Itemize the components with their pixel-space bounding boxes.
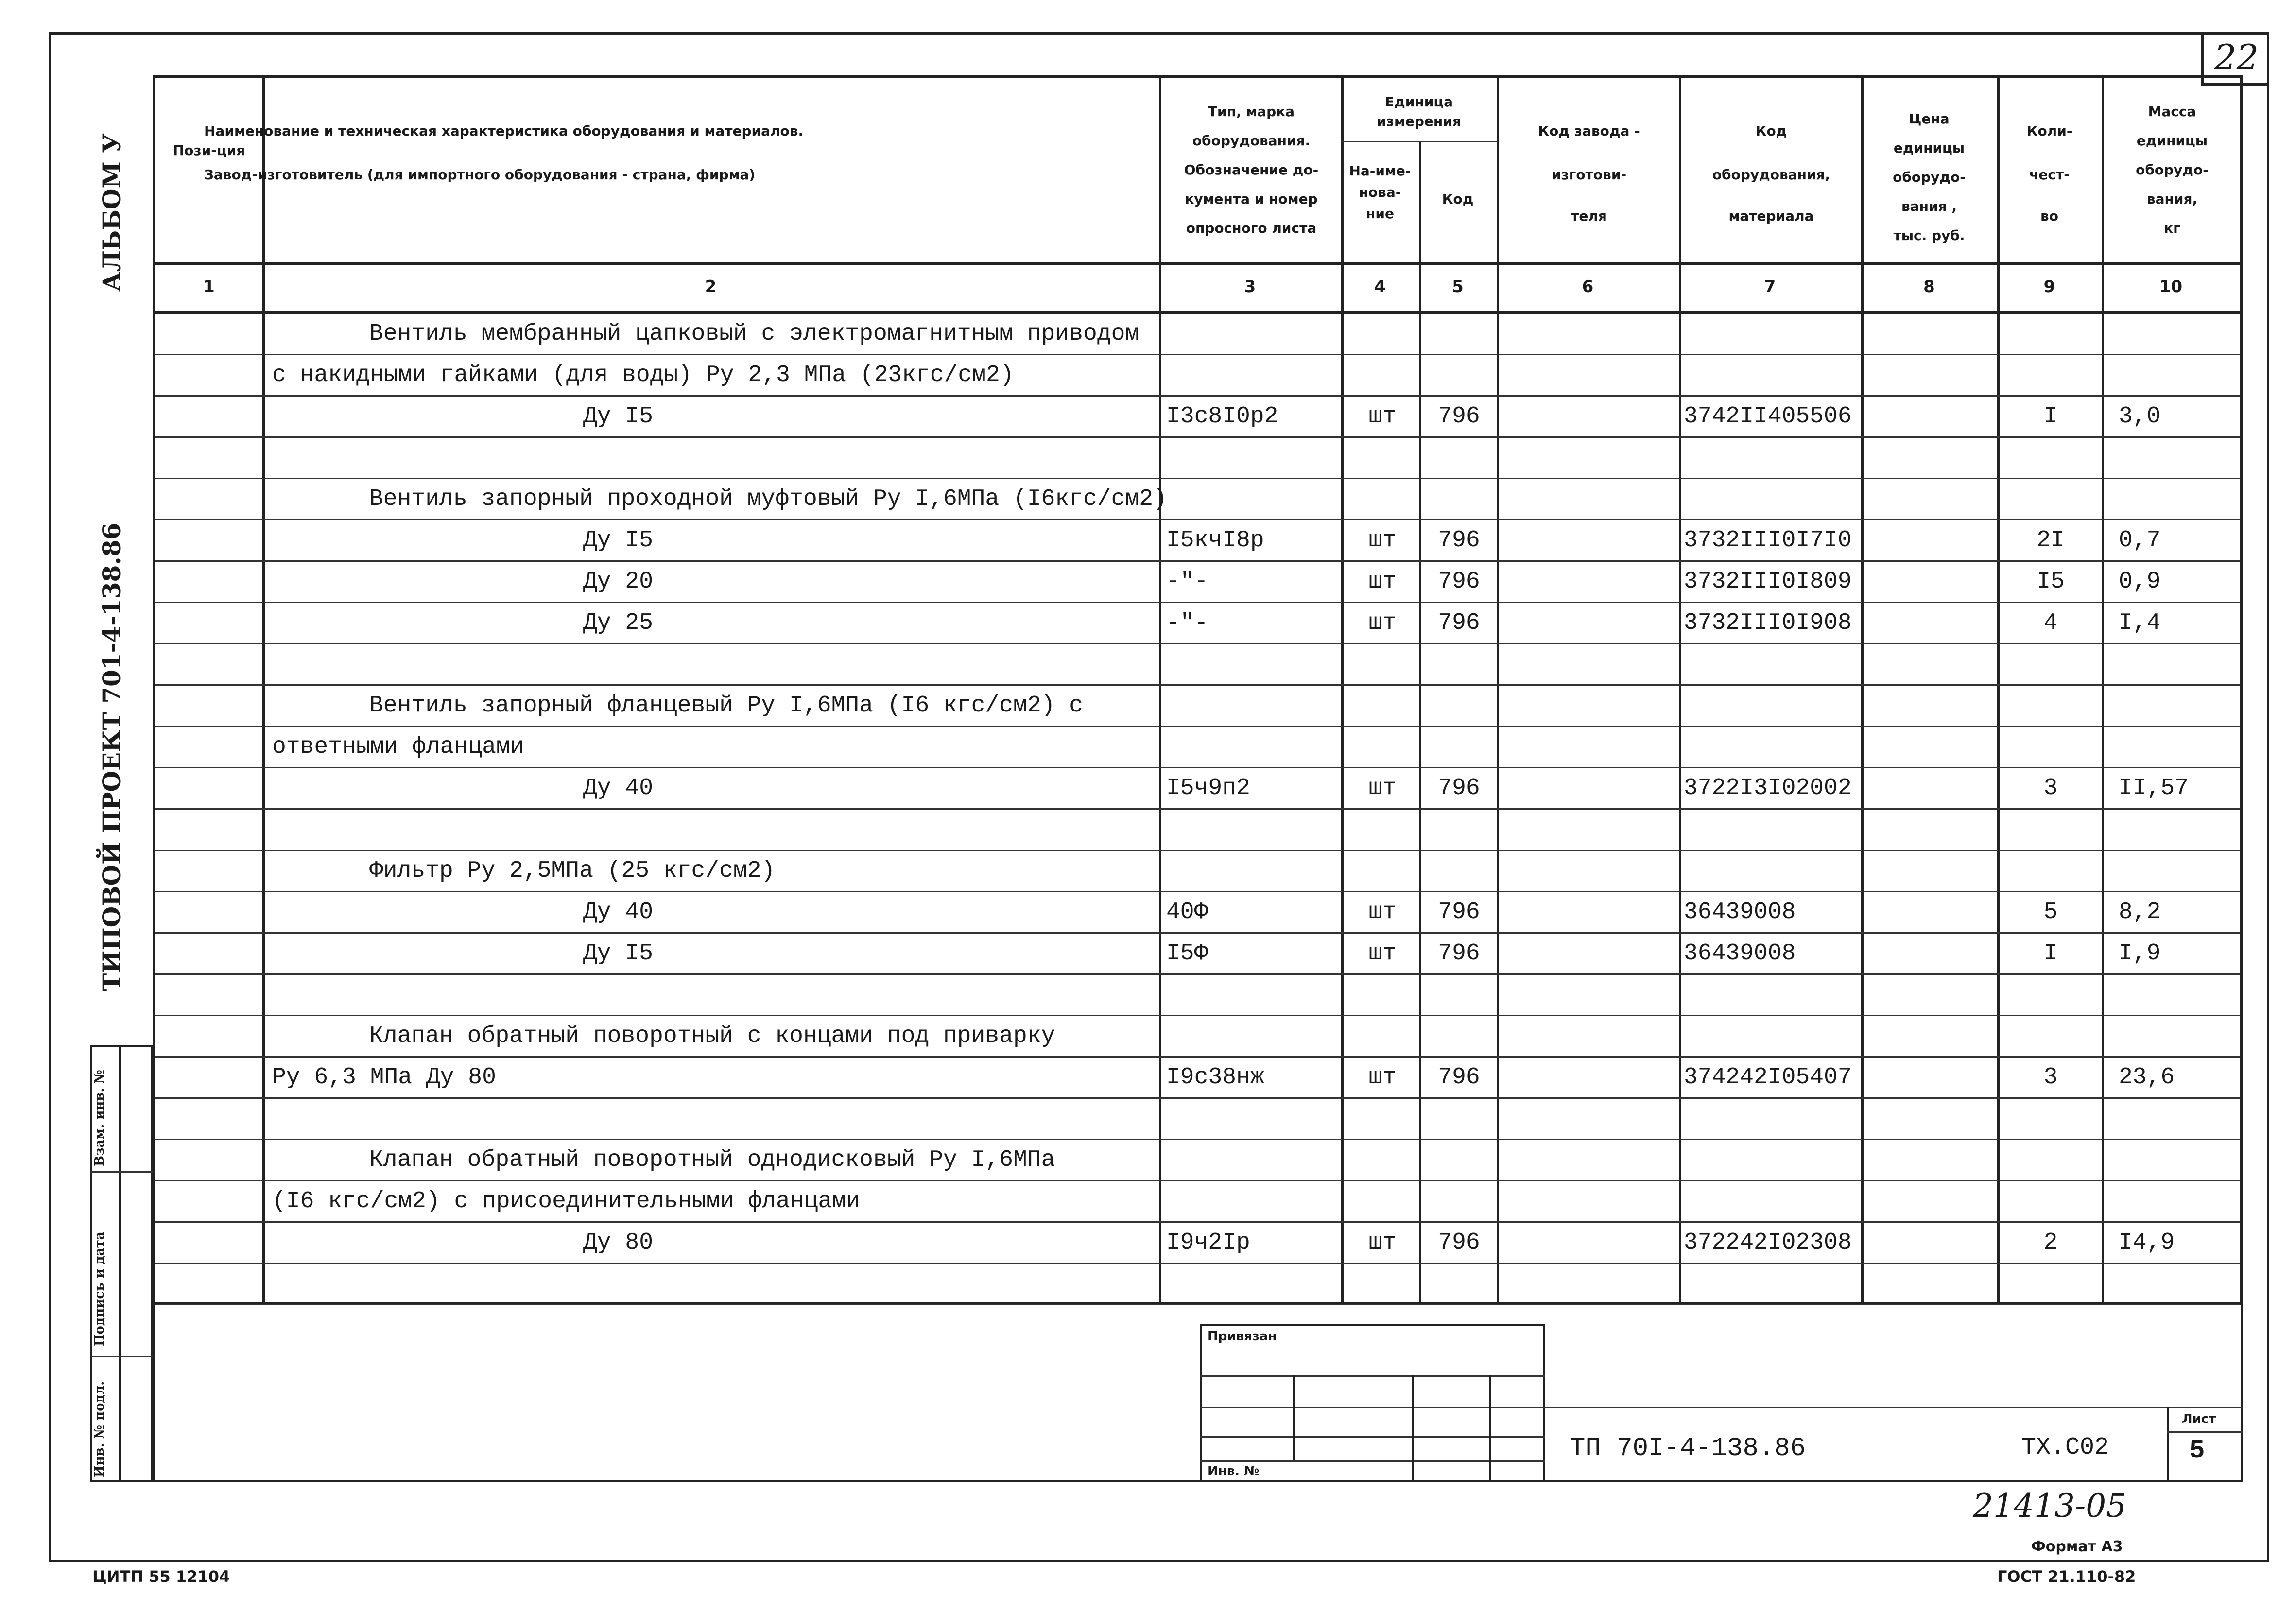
cell-qty: 3 <box>2043 775 2058 801</box>
colnum-4: 4 <box>1374 277 1386 296</box>
cell-name: Вентиль запорный проходной муфтовый Ру I,6МПа (I6кгс/см2) <box>369 486 1167 512</box>
privyazan-divider <box>1293 1375 1295 1460</box>
cell-code <box>1424 974 1494 1016</box>
inv-no-label: Инв. № <box>1208 1464 1260 1478</box>
cell-unit: шт <box>1368 569 1397 595</box>
title-line <box>1545 1407 2243 1408</box>
table-row <box>155 1181 2240 1222</box>
header-position: Пози-ция <box>173 142 245 158</box>
cell-code: 796 <box>1438 1230 1480 1256</box>
cell-code <box>1424 479 1494 520</box>
header-maker-1: Код завода - <box>1538 123 1640 139</box>
cell-name: ответными фланцами <box>272 734 524 760</box>
table-row <box>155 603 2240 644</box>
cell-code: 796 <box>1438 1064 1480 1091</box>
cell-name: Ду 80 <box>583 1230 654 1256</box>
cell-name: Вентиль запорный фланцевый Ру I,6МПа (I6 кгс/см2) с <box>369 693 1084 719</box>
cell-mass: 0,9 <box>2119 569 2161 595</box>
colnum-10: 10 <box>2159 277 2183 296</box>
cell-qty <box>2002 313 2099 355</box>
cell-unit <box>1348 1098 1416 1140</box>
cell-code: 796 <box>1438 569 1480 595</box>
sheet-label: Лист <box>2182 1412 2216 1426</box>
cell-equip-code: 3732III0I809 <box>1684 569 1852 595</box>
cell-type: -"- <box>1166 610 1208 636</box>
cell-unit <box>1348 1140 1416 1181</box>
cell-qty <box>2002 479 2099 520</box>
printer-label: ЦИТП 55 12104 <box>92 1567 230 1586</box>
cell-type: I3с8I0р2 <box>1166 403 1278 430</box>
table-row <box>155 479 2240 520</box>
cell-unit: шт <box>1368 1064 1397 1091</box>
cell-qty: I <box>2043 940 2058 967</box>
table-row <box>155 1222 2240 1264</box>
title-vline <box>2167 1407 2169 1482</box>
cell-code: 796 <box>1438 940 1480 967</box>
cell-type: I5Ф <box>1166 940 1208 967</box>
header-mass-1: Масса <box>2148 104 2196 120</box>
table-row <box>155 561 2240 603</box>
header-price-4: вания , <box>1901 198 1957 214</box>
cell-mass: I4,9 <box>2119 1230 2175 1256</box>
cell-type: I9ч2Iр <box>1166 1230 1250 1256</box>
doc-code: ТП 70I-4-138.86 <box>1570 1434 1806 1463</box>
header-unit-name: На-име-нова-ние <box>1349 163 1411 222</box>
cell-qty <box>2002 685 2099 727</box>
cell-code <box>1424 727 1494 768</box>
cell-unit: шт <box>1368 403 1397 430</box>
cell-name: Ду I5 <box>583 940 654 967</box>
table-body <box>155 313 2240 1305</box>
table-row <box>155 685 2240 727</box>
header-price-3: оборудо- <box>1893 169 1966 185</box>
cell-code: 796 <box>1438 775 1480 801</box>
header-qty-2: чест- <box>2029 167 2070 183</box>
cell-code <box>1424 644 1494 685</box>
privyazan-box <box>1200 1324 1545 1482</box>
cell-name: Фильтр Ру 2,5МПа (25 кгс/см2) <box>369 858 776 884</box>
cell-unit <box>1348 355 1416 396</box>
table-row <box>155 1098 2240 1140</box>
cell-unit <box>1348 850 1416 892</box>
format-label: Формат А3 <box>2031 1538 2123 1555</box>
cell-qty <box>2002 809 2099 850</box>
table-row <box>155 933 2240 974</box>
album-label: АЛЬБОМ У <box>97 133 126 292</box>
cell-qty <box>2002 1264 2099 1305</box>
cell-type: I5ч9п2 <box>1166 775 1250 801</box>
cell-equip-code: 3722I3I02002 <box>1684 775 1852 801</box>
cell-name: с накидными гайками (для воды) Ру 2,3 МПа (23кгс/см2) <box>272 362 1014 388</box>
cell-qty: 5 <box>2043 899 2058 925</box>
cell-unit: шт <box>1368 940 1397 967</box>
privyazan-line <box>1200 1375 1545 1377</box>
cell-code: 796 <box>1438 403 1480 430</box>
header-mass-2: единицы <box>2136 133 2208 149</box>
project-label: ТИПОВОЙ ПРОЕКТ 701-4-138.86 <box>97 522 126 991</box>
cell-unit <box>1348 809 1416 850</box>
cell-qty: 3 <box>2043 1064 2058 1091</box>
cell-unit <box>1348 727 1416 768</box>
cell-qty: I <box>2043 403 2058 430</box>
table-row <box>155 768 2240 809</box>
header-maker-2: изготови- <box>1551 167 1627 183</box>
colnum-3: 3 <box>1244 277 1256 296</box>
cell-unit: шт <box>1368 610 1397 636</box>
table-row <box>155 437 2240 479</box>
table-row <box>155 727 2240 768</box>
cell-unit <box>1348 437 1416 479</box>
table-row <box>155 1057 2240 1098</box>
privyazan-line <box>1200 1407 1545 1408</box>
cell-qty <box>2002 1181 2099 1222</box>
cell-code: 796 <box>1438 899 1480 925</box>
header-unit-group: Единица измерения <box>1377 94 1461 129</box>
cell-unit <box>1348 685 1416 727</box>
title-line <box>2167 1431 2243 1433</box>
header-name-line2: Завод-изготовитель (для импортного оборудования - страна, фирма) <box>204 167 756 183</box>
colnum-6: 6 <box>1582 277 1594 296</box>
header-name-line1: Наименование и техническая характеристика оборудования и материалов. <box>204 123 804 139</box>
cell-unit <box>1348 974 1416 1016</box>
cell-type: I9с38нж <box>1166 1064 1264 1091</box>
cell-unit: шт <box>1368 899 1397 925</box>
left-stamp-line <box>90 1356 153 1357</box>
table-row <box>155 974 2240 1016</box>
colnum-7: 7 <box>1764 277 1776 296</box>
cell-name: Ду 25 <box>583 610 654 636</box>
gost-label: ГОСТ 21.110-82 <box>1997 1567 2136 1586</box>
table-row <box>155 355 2240 396</box>
table-row <box>155 809 2240 850</box>
privyazan-label: Привязан <box>1208 1329 1277 1344</box>
table-row <box>155 850 2240 892</box>
header-mass-3: оборудо- <box>2136 162 2209 178</box>
cell-qty: 2I <box>2037 527 2065 554</box>
cell-code <box>1424 1016 1494 1057</box>
cell-equip-code: 3742II405506 <box>1684 403 1852 430</box>
table-row <box>155 644 2240 685</box>
header-price-1: Цена <box>1909 111 1950 127</box>
cell-name: Ду 40 <box>583 899 654 925</box>
table-row <box>155 313 2240 355</box>
cell-qty <box>2002 644 2099 685</box>
cell-code <box>1424 1264 1494 1305</box>
cell-qty <box>2002 727 2099 768</box>
cell-unit <box>1348 644 1416 685</box>
cell-code <box>1424 1181 1494 1222</box>
cell-name: (I6 кгс/см2) с присоединительными фланцами <box>272 1188 860 1214</box>
cell-type: I5кчI8р <box>1166 527 1264 554</box>
cell-unit: шт <box>1368 527 1397 554</box>
cell-code <box>1424 1098 1494 1140</box>
title-block <box>153 1305 2243 1482</box>
cell-type: -"- <box>1166 569 1208 595</box>
sign-date-label: Подпись и дата <box>92 1231 107 1346</box>
cell-unit <box>1348 1264 1416 1305</box>
header-type-2: оборудования. <box>1192 133 1311 149</box>
cell-mass: I,4 <box>2119 610 2161 636</box>
cell-code: 796 <box>1438 610 1480 636</box>
cell-name: Ду 20 <box>583 569 654 595</box>
cell-name: Клапан обратный поворотный однодисковый Ру I,6МПа <box>369 1147 1055 1173</box>
cell-unit: шт <box>1368 775 1397 801</box>
header-mass-4: вания, <box>2146 191 2198 207</box>
cell-type: 40Ф <box>1166 899 1208 925</box>
cell-mass: II,57 <box>2119 775 2189 801</box>
cell-mass: 3,0 <box>2119 403 2161 430</box>
table-row <box>155 1016 2240 1057</box>
cell-name: Вентиль мембранный цапковый с электромагнитным приводом <box>369 321 1139 347</box>
cell-name: Ду I5 <box>583 403 654 430</box>
header-equip-1: Код <box>1755 123 1787 139</box>
cell-code <box>1424 313 1494 355</box>
header-qty-1: Коли- <box>2026 123 2072 139</box>
cell-qty <box>2002 850 2099 892</box>
cell-name: Ду 40 <box>583 775 654 801</box>
table-row <box>155 396 2240 437</box>
table-row <box>155 1140 2240 1181</box>
cell-name: Клапан обратный поворотный с концами под приварку <box>369 1023 1055 1049</box>
unit-group-line <box>1341 141 1497 142</box>
cell-name: Ду I5 <box>583 527 654 554</box>
cell-qty: I5 <box>2037 569 2065 595</box>
cell-code <box>1424 850 1494 892</box>
cell-equip-code: 36439008 <box>1684 899 1796 925</box>
header-equip-2: оборудования, <box>1712 167 1830 183</box>
left-stamp-divider <box>119 1045 121 1482</box>
colnum-1: 1 <box>203 277 215 296</box>
cell-equip-code: 36439008 <box>1684 940 1796 967</box>
inv-vzam-label: Взам. инв. № <box>92 1070 107 1166</box>
header-unit-code: Код <box>1442 191 1474 207</box>
sheet-number: 22 <box>2201 32 2269 86</box>
cell-equip-code: 3732III0I908 <box>1684 610 1852 636</box>
cell-name: Ру 6,3 МПа Ду 80 <box>272 1064 496 1091</box>
table-row <box>155 1264 2240 1305</box>
privyazan-divider <box>1412 1375 1414 1482</box>
inv-podl-label: Инв. № подл. <box>92 1381 107 1477</box>
cell-qty: 2 <box>2043 1230 2058 1256</box>
cell-qty: 4 <box>2043 610 2058 636</box>
colnum-5: 5 <box>1452 277 1464 296</box>
cell-unit <box>1348 1181 1416 1222</box>
header-type-4: кумента и номер <box>1185 191 1318 207</box>
sheet-value: 5 <box>2189 1436 2205 1466</box>
cell-qty <box>2002 1098 2099 1140</box>
cell-code <box>1424 355 1494 396</box>
header-type-5: опросного листа <box>1186 220 1317 236</box>
cell-code <box>1424 1140 1494 1181</box>
cell-unit <box>1348 313 1416 355</box>
colnum-9: 9 <box>2043 277 2055 296</box>
cell-mass: I,9 <box>2119 940 2161 967</box>
cell-equip-code: 3732III0I7I0 <box>1684 527 1852 554</box>
cell-qty <box>2002 1140 2099 1181</box>
cell-code <box>1424 809 1494 850</box>
privyazan-line <box>1200 1460 1545 1462</box>
cell-qty <box>2002 974 2099 1016</box>
cell-unit: шт <box>1368 1230 1397 1256</box>
handwritten-number: 21413-05 <box>1973 1487 2127 1525</box>
spec-table <box>153 75 2243 1305</box>
header-price-5: тыс. руб. <box>1893 227 1965 243</box>
header-equip-3: материала <box>1728 208 1814 224</box>
cell-equip-code: 374242I05407 <box>1684 1064 1852 1091</box>
cell-unit <box>1348 1016 1416 1057</box>
cell-qty <box>2002 1016 2099 1057</box>
cell-code <box>1424 437 1494 479</box>
cell-qty <box>2002 355 2099 396</box>
cell-mass: 0,7 <box>2119 527 2161 554</box>
colnum-8: 8 <box>1923 277 1935 296</box>
header-qty-3: во <box>2040 208 2058 224</box>
cell-qty <box>2002 437 2099 479</box>
cell-equip-code: 372242I02308 <box>1684 1230 1852 1256</box>
cell-mass: 23,6 <box>2119 1064 2175 1091</box>
cell-code <box>1424 685 1494 727</box>
cell-code: 796 <box>1438 527 1480 554</box>
header-type-3: Обозначение до- <box>1184 162 1319 178</box>
header-mass-5: кг <box>2164 220 2180 236</box>
cell-mass: 8,2 <box>2119 899 2161 925</box>
privyazan-divider <box>1489 1375 1491 1482</box>
header-type-1: Тип, марка <box>1208 104 1295 120</box>
mark-code: ТХ.С02 <box>2021 1434 2109 1461</box>
header-price-2: единицы <box>1893 140 1965 156</box>
table-row <box>155 892 2240 933</box>
cell-unit <box>1348 479 1416 520</box>
colnum-2: 2 <box>705 277 717 296</box>
header-maker-3: теля <box>1571 208 1607 224</box>
left-stamp-line <box>90 1171 153 1173</box>
table-row <box>155 520 2240 561</box>
privyazan-line <box>1200 1436 1545 1438</box>
